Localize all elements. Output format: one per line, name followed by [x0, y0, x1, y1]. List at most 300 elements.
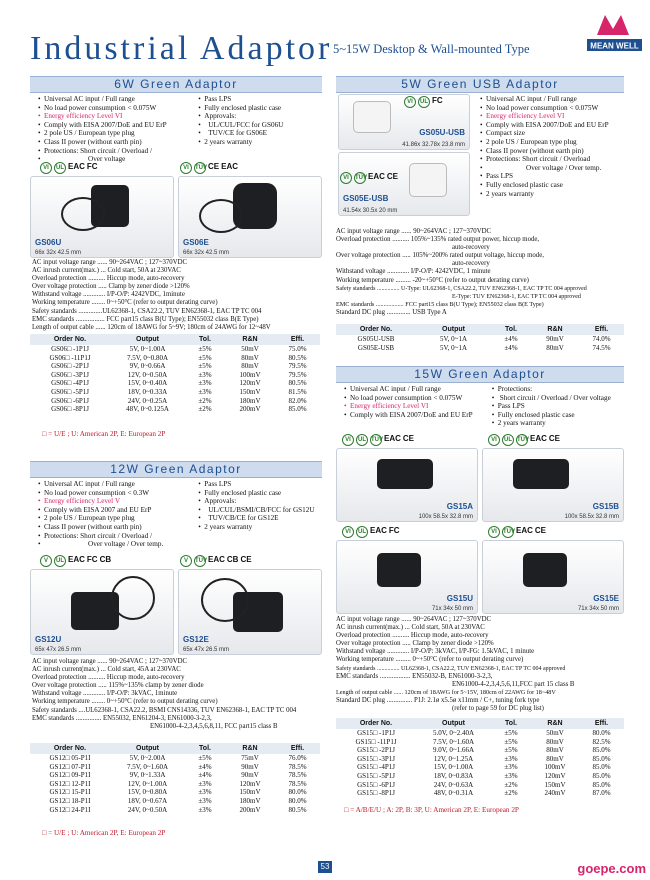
- cell: 78.5%: [288, 762, 307, 771]
- order-table-5w: [336, 324, 624, 352]
- cert-icons-12w-u: [40, 555, 113, 567]
- cert-ce-icon: CE: [208, 162, 220, 171]
- cell: 75.0%: [288, 345, 307, 353]
- table-row: [30, 379, 320, 388]
- product-dimensions: 100x 58.5x 32.8 mm: [564, 514, 619, 520]
- cell: GS15□ -8P1J: [357, 789, 395, 798]
- adaptor-cable: [111, 576, 155, 620]
- feature-item: • 2 pole US / European type plug: [480, 138, 632, 147]
- table-body: [30, 345, 320, 414]
- cell: GS12□ 18-P1I: [49, 796, 91, 805]
- col-tol: Tol.: [185, 334, 225, 345]
- spec-line: Safety standards ....UL62368-1, CSA22.2, BSMI CNS14336, TUV EN62368-1, EAC TP TC 004: [32, 706, 297, 714]
- table-header-row: [30, 334, 320, 345]
- section-6w: [30, 76, 322, 456]
- cell: 120mV: [239, 779, 261, 788]
- spec-line: EMC standards .................. FCC part15 class B(U Type); EN55032 class B(E Type): [336, 300, 544, 308]
- product-label: GS15B: [592, 502, 619, 511]
- cert-icons-5w-u: [404, 96, 445, 108]
- feature-item: • Class II power (without earth pin): [38, 138, 190, 147]
- section-12w-title: 12W Green Adaptor: [30, 461, 322, 478]
- cell: 80.5%: [288, 353, 307, 362]
- spec-line: Working temperature ........ 0~+50°C (refer to output derating curve): [32, 299, 218, 307]
- spec-line: AC input voltage range ...... 90~264VAC ; 127~370VDC: [336, 228, 492, 235]
- cert-vi-icon: VI: [40, 162, 52, 174]
- specs-15w: [336, 616, 574, 713]
- table-row: [336, 729, 624, 738]
- cell: 78.5%: [288, 771, 307, 780]
- cert-icons-15w-row1: [342, 434, 416, 446]
- cell: 12V, 0~1.25A: [433, 754, 474, 763]
- feature-item: • No load power consumption < 0.3W: [38, 489, 190, 498]
- cell: 15V, 0~1.00A: [433, 763, 474, 772]
- cert-eac-icon: EAC: [370, 526, 387, 535]
- feature-item: • Compact size: [480, 129, 632, 138]
- spec-line: auto-recovery: [452, 260, 490, 268]
- cell: 24V, 0~0.63A: [433, 780, 474, 789]
- adaptor-body: [523, 553, 567, 587]
- table-row: [30, 788, 320, 797]
- cell: GS12□ 07-P1I: [49, 762, 91, 771]
- col-tol: Tol.: [185, 743, 225, 754]
- section-15w-title: 15W Green Adaptor: [336, 366, 624, 383]
- cert-tuv-icon: TÜV: [194, 162, 206, 174]
- cell: 120mV: [239, 379, 261, 388]
- cell: 150mV: [239, 788, 261, 797]
- spec-line: Safety standards ..............UL62368-1, CSA22.2, TUV EN62368-1, EAC TP TC 004: [32, 307, 262, 315]
- table-row: [30, 754, 320, 763]
- col-effi: Effi.: [275, 334, 320, 345]
- order-table-15w: [336, 718, 624, 798]
- feature-item: • Class II power (without earth pin): [38, 523, 190, 532]
- feature-item: • Universal AC input / Full range: [480, 95, 632, 104]
- cert-vi-icon: VI: [180, 162, 192, 174]
- cell: GS15□ -2P1J: [357, 746, 395, 755]
- col-output: Output: [110, 334, 185, 345]
- cert-ul-icon: UL: [54, 162, 66, 174]
- cell: 80mV: [241, 362, 259, 371]
- product-dimensions: 100x 58.5x 32.8 mm: [418, 514, 473, 520]
- cell: ±5%: [198, 353, 212, 362]
- product-dimensions: 65x 47x 26.5 mm: [183, 647, 230, 653]
- cert-vi-icon: VI: [488, 434, 500, 446]
- cell: GS12□ 05-P1I: [49, 754, 91, 762]
- product-photo-gs15b: [482, 448, 624, 522]
- cell: 80mV: [546, 746, 564, 755]
- col-output: Output: [110, 743, 185, 754]
- cert-vi-icon: VI: [488, 526, 500, 538]
- cell: 180mV: [239, 796, 261, 805]
- cell: 82.5%: [592, 737, 611, 746]
- cell: 5V, 0~2.00A: [129, 754, 166, 762]
- col-effi: Effi.: [579, 718, 624, 729]
- cell: 24V, 0~0.25A: [127, 396, 168, 405]
- spec-line: EN61000-4-2,3,4,5,6,8,11, FCC part15 class B: [150, 722, 278, 730]
- adaptor-body: [377, 459, 433, 489]
- col-rn: R&N: [225, 743, 275, 754]
- product-label: GS05U-USB: [419, 128, 465, 137]
- spec-line: AC input voltage range ...... 90~264VAC ; 127~370VDC: [336, 616, 492, 623]
- cert-ce-icon: CE: [402, 434, 415, 443]
- cell: 85.0%: [592, 780, 611, 789]
- cell: ±3%: [198, 779, 212, 788]
- cert-v-icon: V: [40, 555, 52, 567]
- spec-line: Over voltage protection ..... Clamp by zener diode >120%: [336, 640, 494, 648]
- feature-item-highlight: • Energy efficiency Level VI: [344, 402, 484, 411]
- cert-icons-15w-row2b: [488, 526, 548, 538]
- feature-subitem: • Short circuit / Overload / Over voltage: [492, 394, 624, 403]
- table-row: [30, 405, 320, 414]
- feature-item: • 2 pole US / European type plug: [38, 129, 190, 138]
- spec-line: Overload protection .......... Hiccup mode, auto-recovery: [32, 275, 185, 283]
- logo-text: MEAN WELL: [590, 41, 639, 51]
- cell: 85.0%: [592, 754, 611, 763]
- feature-item: • Fully enclosed plastic case: [480, 181, 632, 190]
- cell: GS06□ -4P1J: [51, 379, 89, 388]
- cell: GS06□ -8P1J: [51, 405, 89, 414]
- cell: 150mV: [239, 387, 261, 396]
- cell: ±5%: [504, 729, 518, 737]
- table-body: [336, 729, 624, 798]
- spec-line: Standard DC plug ............... P1J: 2.1ø x5.5ø x11mm / C+, tuning fork type: [336, 696, 540, 704]
- product-label: GS06U: [35, 238, 62, 247]
- cert-eac-icon: EAC: [368, 172, 385, 181]
- spec-line: auto-recovery: [452, 244, 490, 252]
- cert-tuv-icon: TÜV: [354, 172, 366, 184]
- product-label: GS15A: [446, 502, 473, 511]
- cert-fcc-icon: FC: [388, 526, 400, 535]
- cell: GS12□ 15-P1I: [49, 788, 91, 797]
- cell: 18V, 0~0.33A: [127, 387, 168, 396]
- cell: 7.5V, 0~0.80A: [127, 353, 168, 362]
- cert-cb-icon: CB: [226, 555, 239, 564]
- cell: ±4%: [504, 335, 518, 343]
- cell: 240mV: [544, 789, 566, 798]
- feature-item: • Fully enclosed plastic case: [198, 489, 322, 498]
- feature-item-continued: • Over voltage / Over temp.: [480, 164, 632, 173]
- cell: GS06□ -2P1J: [51, 362, 89, 371]
- feature-item: • Pass LPS: [198, 480, 322, 489]
- cell: 85.0%: [288, 405, 307, 414]
- feature-item: • Comply with EISA 2007/DoE and EU ErP: [344, 411, 484, 420]
- col-tol: Tol.: [491, 718, 531, 729]
- cell: 48V, 0~0.31A: [433, 789, 474, 798]
- section-6w-title: 6W Green Adaptor: [30, 76, 322, 93]
- table-row: [30, 371, 320, 380]
- adaptor-cable: [201, 578, 249, 622]
- cell: 79.5%: [288, 362, 307, 371]
- product-dimensions: 66x 32x 42.5 mm: [183, 250, 230, 256]
- cell: 200mV: [239, 805, 261, 814]
- col-output: Output: [416, 324, 491, 335]
- cell: ±3%: [504, 763, 518, 772]
- cell: 82.0%: [288, 396, 307, 405]
- cert-vi-icon: VI: [342, 526, 354, 538]
- cell: 78.5%: [288, 779, 307, 788]
- section-5w-title: 5W Green USB Adaptor: [336, 76, 624, 93]
- feature-item: • Fully enclosed plastic case: [198, 104, 322, 113]
- table-row: [30, 362, 320, 371]
- cell: ±3%: [504, 771, 518, 780]
- cell: 80mV: [546, 737, 564, 746]
- cell: ±5%: [198, 362, 212, 371]
- feature-item: • Fully enclosed plastic case: [492, 411, 624, 420]
- plug-note-12w: □ = U/E ; U: American 2P, E: European 2P: [42, 829, 166, 837]
- table-header-row: [336, 718, 624, 729]
- cell: 24V, 0~0.50A: [127, 805, 168, 814]
- feature-item-continued: • Over voltage: [38, 155, 190, 164]
- adaptor-cable: [199, 199, 243, 233]
- product-photo-gs12u: [30, 569, 174, 655]
- spec-line: Over voltage protection ..... Clamp by zener diode >120%: [32, 283, 190, 291]
- cert-eac-icon: EAC: [516, 526, 533, 535]
- cell: GS05U-USB: [357, 335, 395, 343]
- cert-eac-icon: EAC: [530, 434, 547, 443]
- feature-item: • No load power consumption < 0.075W: [344, 394, 484, 403]
- spec-line: (refer to page 59 for DC plug list): [452, 705, 544, 713]
- cell: ±2%: [504, 789, 518, 798]
- cert-eac-icon: EAC: [208, 555, 225, 564]
- cell: 90mV: [241, 771, 259, 780]
- product-label: GS15E: [593, 594, 619, 603]
- adaptor-body: [377, 553, 421, 587]
- features-6w-right: [190, 95, 322, 164]
- cell: 7.5V, 0~1.60A: [127, 762, 168, 771]
- cell: ±5%: [198, 754, 212, 762]
- feature-item: • Comply with EISA 2007/DoE and EU ErP: [480, 121, 632, 130]
- feature-item: • No load power consumption < 0.075W: [38, 104, 190, 113]
- features-5w: [472, 95, 632, 198]
- cell: 18V, 0~0.83A: [433, 771, 474, 780]
- feature-item: • 2 pole US / European type plug: [38, 514, 190, 523]
- section-12w: [30, 461, 322, 856]
- spec-line: Standard DC plug .............. USB Type A: [336, 308, 447, 316]
- table-row: [30, 388, 320, 397]
- cert-icons-15w-row2: [342, 526, 402, 538]
- feature-item: • Universal AC input / Full range: [38, 480, 190, 489]
- specs-6w: [32, 259, 271, 332]
- cell: ±5%: [504, 737, 518, 746]
- cell: ±2%: [198, 396, 212, 405]
- cell: 80mV: [546, 754, 564, 763]
- feature-item-highlight: • Energy efficiency Level V: [38, 497, 190, 506]
- cell: GS06□ -11P1J: [49, 353, 91, 362]
- product-photo-gs12e: [178, 569, 322, 655]
- product-label: GS05E-USB: [343, 194, 389, 203]
- cell: 5V, 0~1A: [440, 343, 467, 352]
- feature-item: • Approvals:: [198, 112, 322, 121]
- cell: 81.5%: [288, 387, 307, 396]
- spec-line: Overload protection .......... Hiccup mode, auto-recovery: [336, 632, 489, 640]
- table-row: [336, 746, 624, 755]
- cell: 120mV: [544, 771, 566, 780]
- col-effi: Effi.: [275, 743, 320, 754]
- cell: 9.0V, 0~1.66A: [433, 746, 474, 755]
- table-row: [30, 354, 320, 363]
- table-body: [336, 335, 624, 352]
- cert-vi-icon: VI: [404, 96, 416, 108]
- feature-item-highlight: • Energy efficiency Level VI: [480, 112, 632, 121]
- cert-ul-icon: UL: [356, 526, 368, 538]
- product-photo-gs05e-usb: [338, 152, 470, 216]
- product-photo-gs15e: [482, 540, 624, 614]
- spec-line: AC input voltage range ...... 90~264VAC ; 127~370VDC: [32, 658, 188, 665]
- feature-item-highlight: • Energy efficiency Level VI: [38, 112, 190, 121]
- cell: ±3%: [198, 796, 212, 805]
- feature-item: • Comply with EISA 2007 and EU ErP: [38, 506, 190, 515]
- spec-line: AC inrush current(max.) ... Cold start, 45A at 230VAC: [32, 666, 181, 674]
- spec-line: Working temperature ......... -20~+50°C (refer to output derating curve): [336, 276, 529, 284]
- section-15w: [336, 366, 624, 856]
- col-order-no: Order No.: [30, 334, 110, 345]
- cell: GS15□ -1P1J: [357, 729, 395, 737]
- cell: ±5%: [504, 746, 518, 755]
- cert-ce-icon: CE: [240, 555, 252, 564]
- spec-line: Working temperature ........ 0~+50°C (refer to output derating curve): [32, 698, 218, 706]
- cell: ±4%: [198, 771, 212, 780]
- cell: 80mV: [241, 353, 259, 362]
- cell: 18V, 0~0.67A: [127, 796, 168, 805]
- feature-item: • Protections: Short circuit / Overload /: [38, 147, 190, 156]
- cell: ±3%: [198, 788, 212, 797]
- feature-subitem: • UL/CUL/FCC for GS06U: [198, 121, 322, 130]
- spec-line: Length of output cable ...... 120cm of 18AWG for 5~15V, 180cm of 22AWG for 18~48V: [336, 688, 556, 696]
- cert-ul-icon: UL: [418, 96, 430, 108]
- cell: 80.5%: [288, 379, 307, 388]
- cert-vi-icon: VI: [342, 434, 354, 446]
- col-order-no: Order No.: [336, 718, 416, 729]
- cert-ul-icon: UL: [502, 434, 514, 446]
- cell: 74.5%: [592, 343, 611, 352]
- col-tol: Tol.: [491, 324, 531, 335]
- product-label: GS12E: [183, 635, 209, 644]
- specs-12w: [32, 658, 296, 731]
- feature-item: • 2 years warranty: [198, 138, 322, 147]
- spec-line: Safety standards ............... U-Type: UL62368-1, CSA22.2, TUV EN62368-1, EAC TP TC 004 approved: [336, 285, 587, 292]
- cell: ±3%: [198, 387, 212, 396]
- cert-ce-icon: CE: [534, 526, 547, 535]
- feature-item: • Protections: Short circuit / Overload: [480, 155, 632, 164]
- product-label: GS15U: [446, 594, 473, 603]
- spec-line: E-Type: TUV EN62368-1, EAC TP TC 004 approved: [452, 293, 581, 300]
- feature-subitem: • UL/CUL/BSMI/CB/FCC for GS12U: [198, 506, 322, 515]
- cell: GS06□ -6P1J: [51, 396, 89, 405]
- cert-eac-icon: EAC: [221, 162, 239, 171]
- table-row: [336, 755, 624, 764]
- spec-line: AC input voltage range ...... 90~264VAC ; 127~370VDC: [32, 259, 188, 266]
- plug-note-6w: □ = U/E ; U: American 2P, E: European 2P: [42, 430, 166, 438]
- order-table-12w: [30, 743, 320, 814]
- feature-item-continued: • Over voltage / Over temp.: [38, 540, 190, 549]
- table-row: [336, 763, 624, 772]
- cert-vi-icon: VI: [340, 172, 352, 184]
- feature-item: • Class II power (without earth pin): [480, 147, 632, 156]
- cert-fcc-icon: FC: [86, 555, 98, 564]
- cert-fcc-icon: FC: [432, 96, 443, 105]
- cert-eac-icon: EAC: [68, 555, 85, 564]
- adaptor-cable: [61, 197, 105, 231]
- col-rn: R&N: [225, 334, 275, 345]
- spec-line: Length of output cable ...... 120cm of 18AWG for 5~9V; 180cm of 24AWG for 12~48V: [32, 323, 271, 331]
- spec-line: Withstand voltage ............. I/P-O/P: 4242VDC, 1 minute: [336, 268, 491, 276]
- table-row: [336, 344, 624, 353]
- table-row: [336, 772, 624, 781]
- cell: 76.0%: [288, 754, 307, 762]
- spec-line: EMC standards .................. EN55032-B, EN61000-3-2,3,: [336, 672, 493, 680]
- cell: ±3%: [198, 379, 212, 388]
- adaptor-body: [513, 459, 569, 489]
- cell: 180mV: [239, 396, 261, 405]
- features-15w-left: [336, 385, 484, 428]
- watermark-text: goepe.com: [577, 861, 646, 876]
- col-output: Output: [416, 718, 491, 729]
- cell: ±3%: [504, 754, 518, 763]
- cert-v-icon: V: [180, 555, 192, 567]
- cell: 85.0%: [592, 771, 611, 780]
- cell: 80.0%: [288, 796, 307, 805]
- product-dimensions: 71x 34x 50 mm: [577, 606, 619, 612]
- spec-line: EMC standards ................. FCC part15 class B(U Type); EN55032 class B(E Type): [32, 315, 259, 323]
- feature-item: • No load power consumption < 0.075W: [480, 104, 632, 113]
- product-label: GS12U: [35, 635, 62, 644]
- cell: 100mV: [544, 763, 566, 772]
- table-row: [30, 771, 320, 780]
- cell: GS12□ 12-P1I: [49, 779, 91, 788]
- feature-subitem: • TUV/CE for GS06E: [198, 129, 322, 138]
- spec-line: Withstand voltage ............. I/P-O/P: 3kVAC, I/P-FG: 1.5kVAC, 1 minute: [336, 648, 535, 656]
- spec-line: Withstand voltage ............. I/P-O/P: 3kVAC, 1minute: [32, 690, 178, 698]
- cell: 48V, 0~0.125A: [126, 405, 169, 414]
- cell: 85.0%: [592, 746, 611, 755]
- cell: GS06□ -3P1J: [51, 370, 89, 379]
- cell: GS05E-USB: [357, 343, 395, 352]
- table-row: [336, 781, 624, 790]
- cell: 80.0%: [592, 729, 611, 737]
- cell: 80.5%: [288, 805, 307, 814]
- cert-tuv-icon: TÜV: [516, 434, 528, 446]
- order-table-6w: [30, 334, 320, 414]
- cert-icons-5w-e: [340, 172, 400, 184]
- cell: 15V, 0~0.40A: [127, 379, 168, 388]
- feature-item: • Comply with EISA 2007/DoE and EU ErP: [38, 121, 190, 130]
- cell: 15V, 0~0.80A: [127, 788, 168, 797]
- plug-note-15w: □ = A/B/E/U ; A: 2P, B: 3P, U: American 2P, E: European 2P: [344, 806, 519, 814]
- spec-line: Withstand voltage ............. I/P-O/P: 4242VDC, 1minute: [32, 291, 185, 299]
- feature-item: • Universal AC input / Full range: [344, 385, 484, 394]
- cell: 5.0V, 0~2.40A: [433, 729, 474, 737]
- page-title: Industrial Adaptor: [30, 30, 333, 67]
- cell: GS15□ -11P1J: [355, 737, 397, 746]
- cert-cb-icon: CB: [99, 555, 112, 564]
- product-photo-gs06u: [30, 176, 174, 258]
- feature-item: • 2 years warranty: [480, 190, 632, 199]
- spec-line: Overload protection .......... 105%~135% rated output power, hiccup mode,: [336, 236, 540, 244]
- features-12w-right: [190, 480, 322, 549]
- cell: 74.0%: [592, 335, 611, 343]
- product-label: GS06E: [183, 238, 209, 247]
- cell: GS06□ -5P1J: [51, 387, 89, 396]
- col-rn: R&N: [531, 324, 579, 335]
- cert-ce-icon: CE: [548, 434, 561, 443]
- cell: ±3%: [198, 805, 212, 814]
- cert-fcc-icon: FC: [86, 162, 98, 171]
- spec-line: EN61000-4-2,3,4,5,6,11,FCC part 15 class B: [452, 680, 575, 688]
- cell: ±2%: [504, 780, 518, 789]
- cell: ±5%: [198, 345, 212, 353]
- col-order-no: Order No.: [30, 743, 110, 754]
- cert-tuv-icon: TÜV: [502, 526, 514, 538]
- cell: 5V, 0~1.00A: [129, 345, 166, 353]
